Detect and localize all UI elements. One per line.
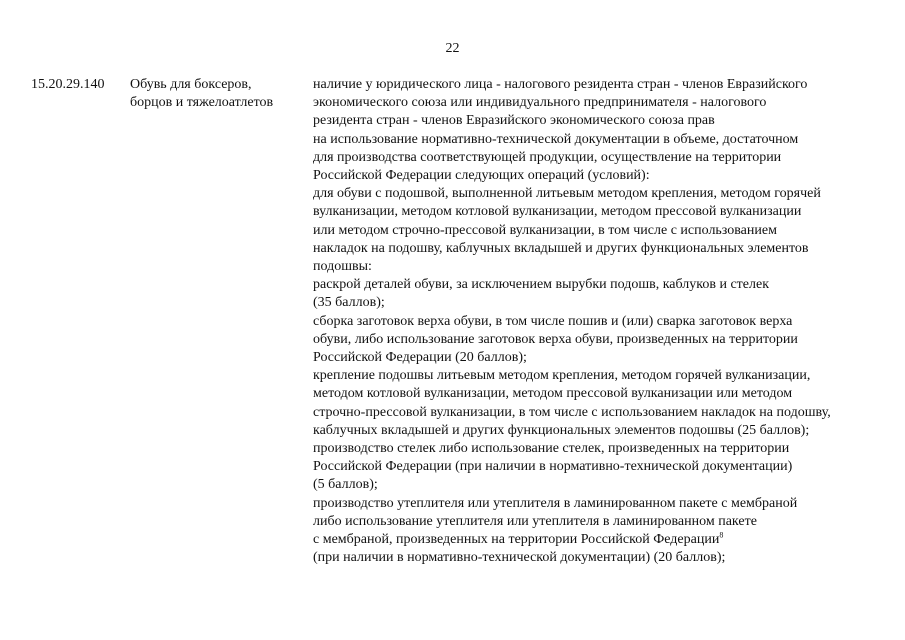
- conditions-line: сборка заготовок верха обуви, в том числе пошив и (или) сварка заготовок верха: [313, 313, 793, 329]
- product-code: 15.20.29.140: [31, 77, 105, 92]
- product-name: [130, 76, 273, 112]
- conditions-line: накладок на подошву, каблучных вкладышей и других функциональных элементов: [313, 240, 809, 256]
- conditions-line: производство утеплителя или утеплителя в ламинированном пакете с мембраной: [313, 495, 798, 511]
- conditions-line: обуви, либо использование заготовок верха обуви, произведенных на территории: [313, 331, 798, 347]
- conditions-line: подошвы:: [313, 259, 372, 275]
- conditions-line: методом котловой вулканизации, методом прессовой вулканизации или методом: [313, 386, 793, 402]
- conditions-text: [313, 76, 831, 567]
- conditions-line: на использование нормативно-технической документации в объеме, достаточном: [313, 131, 799, 147]
- conditions-line: каблучных вкладышей и других функциональных элементов подошвы (25 баллов);: [313, 422, 810, 438]
- conditions-line: строчно-прессовой вулканизации, в том числе с использованием накладок на подошву,: [313, 404, 831, 420]
- conditions-line: либо использование утеплителя или утеплителя в ламинированном пакете: [313, 513, 757, 529]
- page-number: 22: [445, 41, 460, 56]
- conditions-line-with-footnote: [313, 531, 831, 549]
- footnote-marker: 8: [719, 530, 724, 540]
- conditions-line: Российской Федерации (20 баллов);: [313, 350, 527, 366]
- conditions-line: или методом строчно-прессовой вулканизации, в том числе с использованием: [313, 222, 777, 238]
- conditions-line: раскрой деталей обуви, за исключением вырубки подошв, каблуков и стелек: [313, 277, 770, 293]
- conditions-line: для производства соответствующей продукции, осуществление на территории: [313, 149, 782, 165]
- conditions-line: экономического союза или индивидуального предпринимателя - налогового: [313, 95, 767, 111]
- conditions-line: Российской Федерации (при наличии в нормативно-технической документации): [313, 459, 793, 475]
- conditions-line: вулканизации, методом котловой вулканизации, методом прессовой вулканизации: [313, 204, 802, 220]
- conditions-line: (при наличии в нормативно-технической документации) (20 баллов);: [313, 550, 726, 566]
- conditions-line: наличие у юридического лица - налогового резидента стран - членов Евразийского: [313, 77, 808, 92]
- conditions-line-text: с мембраной, произведенных на территории Российской Федерации: [313, 532, 720, 548]
- conditions-line: (35 баллов);: [313, 295, 385, 311]
- conditions-line: крепление подошвы литьевым методом крепления, методом горячей вулканизации,: [313, 368, 811, 384]
- conditions-line: производство стелек либо использование стелек, произведенных на территории: [313, 441, 790, 457]
- conditions-line: резидента стран - членов Евразийского экономического союза прав: [313, 113, 715, 129]
- conditions-line: для обуви с подошвой, выполненной литьевым методом крепления, методом горячей: [313, 186, 821, 202]
- product-name-line: Обувь для боксеров,: [130, 77, 252, 92]
- conditions-line: Российской Федерации следующих операций (условий):: [313, 168, 650, 184]
- conditions-line: (5 баллов);: [313, 477, 378, 493]
- product-name-line: борцов и тяжелоатлетов: [130, 95, 274, 110]
